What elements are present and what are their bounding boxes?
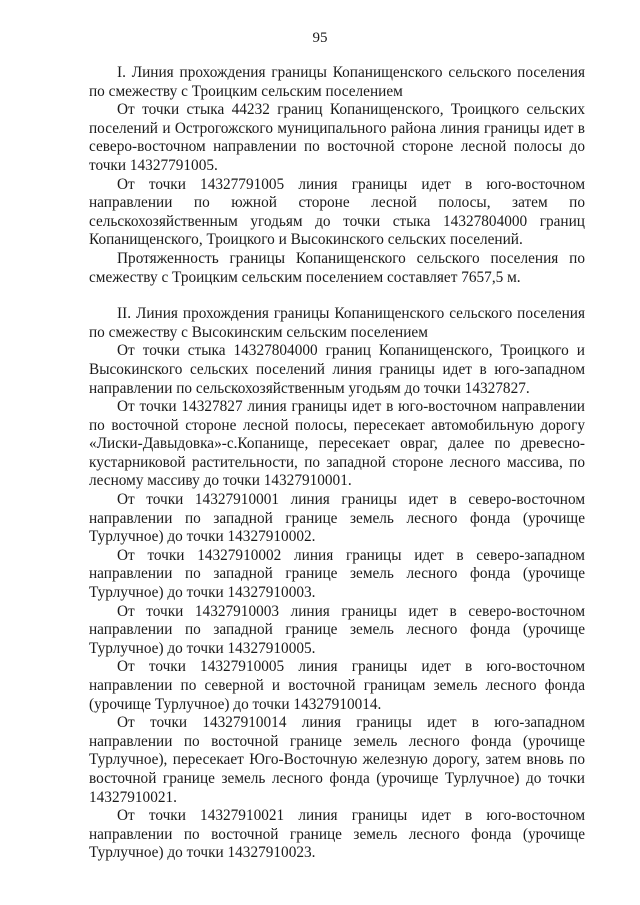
section-1-heading: I. Линия прохождения границы Копанищенского сельского поселения по смежеству с Троицким сельским поселением [89,64,585,100]
paragraph: От точки 14327791005 линия границы идет в юго-восточном направлении по южной стороне лесной полосы, затем по сельскохозяйственным угодьям до точки стыка 14327804000 границ Копанищенского, Троицкого и Высокинского сельских поселений. [89,175,585,249]
section-2 [89,305,585,863]
page-number: 95 [312,30,328,46]
paragraph: От точки 14327910014 линия границы идет в юго-западном направлении по восточной границе земель лесного фонда (урочище Турлучное), пересекает Юго-Восточную железную дорогу, затем вновь по восточной границе земель лесного фонда (урочище Турлучное) до точки 14327910021. [89,714,585,806]
paragraph: От точки 14327827 линия границы идет в юго-восточном направлении по восточной стороне лесной полосы, пересекает автомобильную дорогу «Лиски-Давыдовка»-с.Копанище, пересекает овраг, далее по древесно-кустарниковой растительности, по западной стороне лесного массива, по лесному массиву до точки 14327910001. [89,398,585,490]
paragraph: От точки 14327910003 линия границы идет в северо-восточном направлении по западной границе земель лесного фонда (урочище Турлучное) до точки 14327910005. [89,602,585,657]
paragraph: От точки 14327910002 линия границы идет в северо-западном направлении по западной границе земель лесного фонда (урочище Турлучное) до точки 14327910003. [89,546,585,602]
paragraph: От точки 14327910001 линия границы идет в северо-восточном направлении по западной границе земель лесного фонда (урочище Турлучное) до точки 14327910002. [89,491,585,546]
paragraph: Протяженность границы Копанищенского сельского поселения по смежеству с Троицким сельским поселением составляет 7657,5 м. [89,249,585,286]
paragraph: От точки 14327910021 линия границы идет в юго-восточном направлении по восточной границе земель лесного фонда (урочище Турлучное) до точки 14327910023. [89,807,585,862]
section-1 [89,64,585,287]
section-2-heading: II. Линия прохождения границы Копанищенского сельского поселения по смежеству с Высокинским сельским поселением [89,305,585,341]
document-body [89,64,585,863]
paragraph: От точки стыка 44232 границ Копанищенского, Троицкого сельских поселений и Острогожского муниципального района линия границы идет в северо-восточном направлении по восточной стороне лесной полосы до точки 14327791005. [89,101,585,174]
paragraph: От точки стыка 14327804000 границ Копанищенского, Троицкого и Высокинского сельских поселений линия границы идет в юго-западном направлении по сельскохозяйственным угодьям до точки 14327827. [89,342,585,397]
paragraph: От точки 14327910005 линия границы идет в юго-восточном направлении по северной и восточной границам земель лесного фонда (урочище Турлучное) до точки 14327910014. [89,658,585,713]
